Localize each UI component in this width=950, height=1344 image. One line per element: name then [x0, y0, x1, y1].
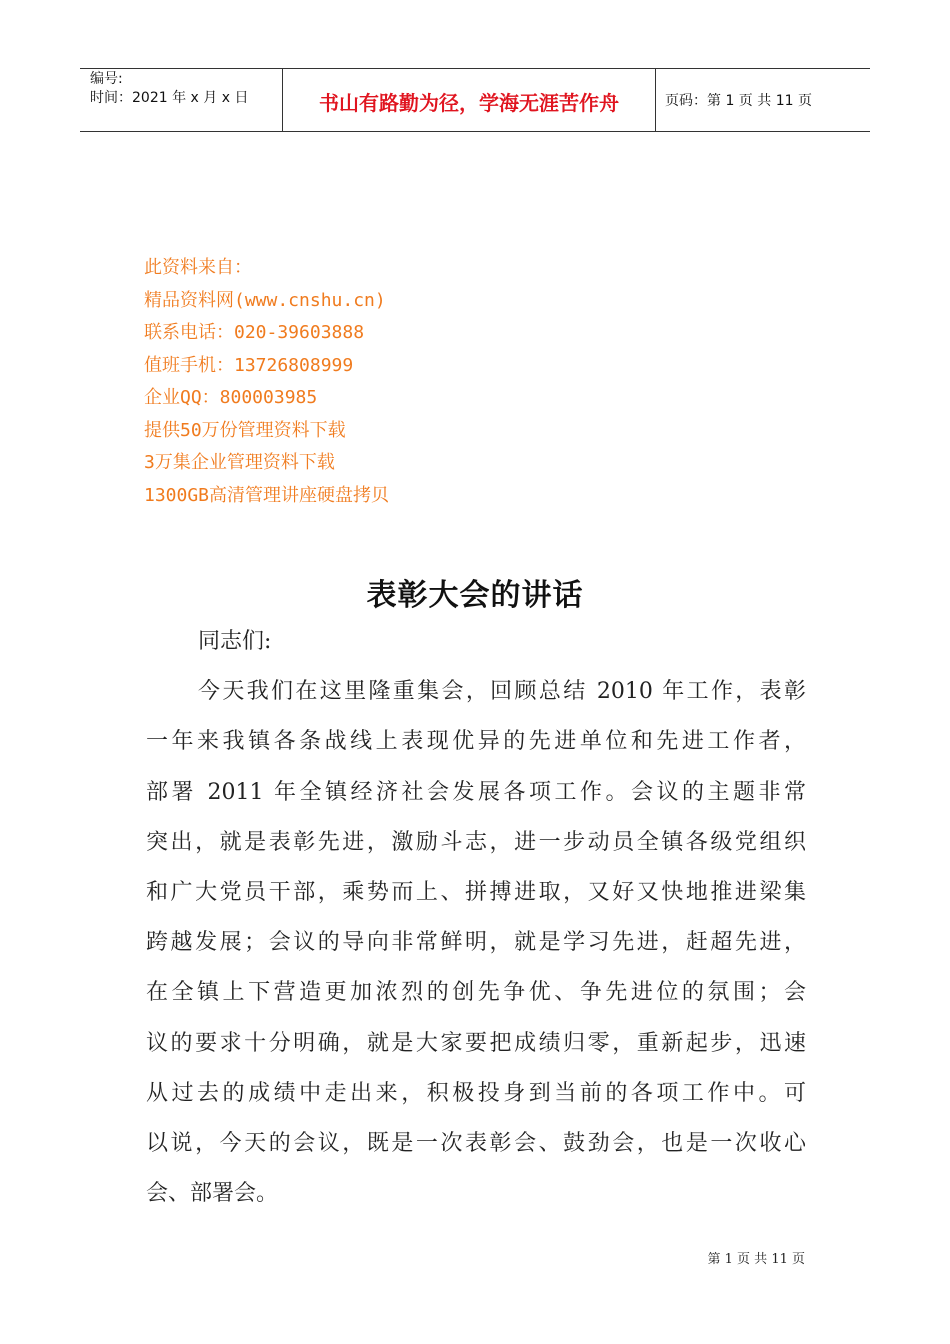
paragraph-line: 议的要求十分明确，就是大家要把成绩归零，重新起步，迅速	[146, 1030, 806, 1056]
header-page-info: 页码：第 1 页 共 11 页	[665, 93, 812, 109]
number-label: 编号:	[90, 71, 123, 87]
source-line: 此资料来自：	[144, 257, 252, 278]
source-line: 3万集企业管理资料下载	[144, 452, 335, 473]
paragraph-line: 以说，今天的会议，既是一次表彰会、鼓劲会，也是一次收心	[146, 1130, 806, 1156]
source-line: 提供50万份管理资料下载	[144, 419, 346, 441]
header-motto-cell	[282, 69, 656, 131]
source-info-block	[144, 252, 389, 512]
header-meta-cell	[80, 69, 282, 131]
document-body	[146, 625, 806, 1227]
paragraph-line: 会、部署会。	[146, 1181, 279, 1207]
paragraph-line: 今天我们在这里隆重集会，回顾总结 2010 年工作，表彰	[198, 679, 806, 705]
paragraph-line: 从过去的成绩中走出来，积极投身到当前的各项工作中。可	[146, 1080, 806, 1106]
paragraph-line: 和广大党员干部，乘势而上、拼搏进取，又好又快地推进梁集	[146, 879, 806, 905]
paragraph-line: 跨越发展；会议的导向非常鲜明，就是学习先进，赶超先进，	[146, 930, 806, 956]
source-line: 联系电话：020-39603888	[144, 322, 365, 343]
paragraph-line: 在全镇上下营造更加浓烈的创先争优、争先进位的氛围；会	[146, 980, 806, 1006]
source-line: 值班手机：13726808999	[144, 354, 354, 376]
source-line: 企业QQ：800003985	[144, 387, 318, 408]
paragraph-line: 一年来我镇各条战线上表现优异的先进单位和先进工作者，	[146, 729, 806, 755]
paragraph-line: 突出，就是表彰先进，激励斗志，进一步动员全镇各级党组织	[146, 829, 806, 855]
paragraph-line: 部署 2011 年全镇经济社会发展各项工作。会议的主题非常	[146, 779, 806, 805]
page-footer: 第 1 页 共 11 页	[707, 1252, 805, 1267]
page-header	[80, 68, 870, 132]
source-line: 1300GB高清管理讲座硬盘拷贝	[144, 484, 390, 506]
source-site-link[interactable]: 精品资料网(www.cnshu.cn)	[144, 289, 386, 311]
header-page-cell	[655, 69, 870, 131]
salutation: 同志们:	[198, 629, 272, 654]
time-label: 时间：2021 年 x 月 x 日	[90, 90, 249, 106]
document-title: 表彰大会的讲话	[366, 578, 584, 613]
motto-text: 书山有路勤为径，学海无涯苦作舟	[319, 91, 619, 115]
